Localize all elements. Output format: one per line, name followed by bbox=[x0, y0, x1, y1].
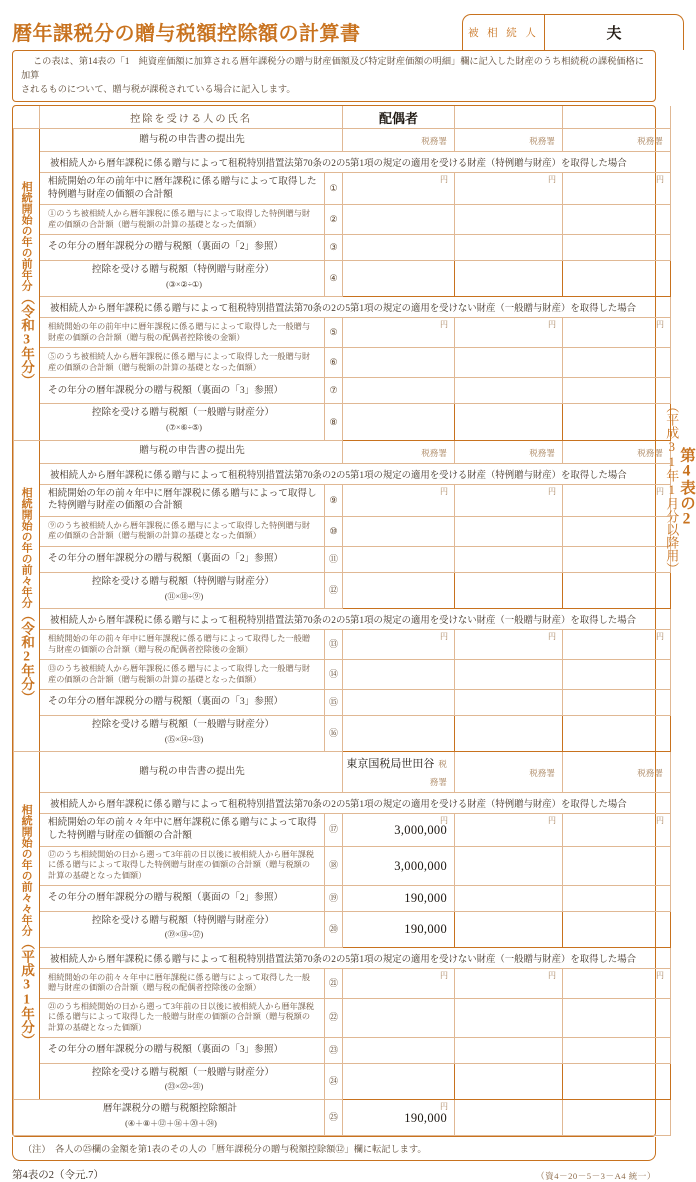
yen-unit-label: 円 bbox=[440, 174, 448, 184]
row-number-marker bbox=[325, 484, 343, 516]
total-row-number-circle: ㉕ bbox=[328, 1112, 338, 1123]
value-cell-col2-⑪[interactable] bbox=[455, 546, 563, 572]
row-number-circle: ⑯ bbox=[328, 728, 338, 739]
row-description bbox=[40, 968, 325, 998]
amount-value: 190,000 bbox=[404, 891, 447, 906]
page-title: 暦年課税分の贈与税額控除額の計算書 bbox=[12, 23, 361, 45]
row-description bbox=[40, 378, 325, 404]
row-number-circle: ㉔ bbox=[328, 1075, 338, 1086]
row-number-circle: ⑮ bbox=[328, 697, 338, 708]
value-cell-col2-⑩[interactable] bbox=[455, 516, 563, 546]
value-cell-col3-①[interactable] bbox=[563, 172, 671, 204]
yen-unit-label: 円 bbox=[548, 486, 556, 496]
table-row bbox=[14, 572, 671, 608]
value-cell-col2-⑬[interactable] bbox=[455, 630, 563, 660]
yen-unit-label: 円 bbox=[440, 816, 448, 826]
total-row-formula: (④＋⑧＋⑫＋⑯＋⑳＋㉔) bbox=[125, 1118, 217, 1128]
table-row bbox=[14, 404, 671, 440]
row-description-text: ⑨のうち被相続人から暦年課税に係る贈与によって取得した特例贈与財産の価額の合計額（贈与税額の計算の基礎となった価額） bbox=[48, 520, 311, 541]
value-cell-col3-⑭[interactable] bbox=[563, 660, 671, 690]
row-number-marker bbox=[325, 911, 343, 947]
row-number-marker bbox=[325, 968, 343, 998]
amount-value: 3,000,000 bbox=[394, 822, 447, 837]
row-number-marker bbox=[325, 630, 343, 660]
instruction-note bbox=[12, 50, 656, 102]
value-cell-col3-⑬[interactable] bbox=[563, 630, 671, 660]
row-description-text: その年分の暦年課税分の贈与税額（裏面の「2」参照） bbox=[48, 553, 284, 565]
value-cell-col2-⑳[interactable] bbox=[455, 911, 563, 947]
block-label-year: （令和3年分） bbox=[19, 291, 35, 388]
row-number-marker bbox=[325, 378, 343, 404]
value-cell-col2-⑮[interactable] bbox=[455, 690, 563, 716]
row-number-circle: ③ bbox=[329, 242, 338, 253]
yen-unit-label: 円 bbox=[548, 320, 556, 330]
row-number-circle: ⑳ bbox=[328, 923, 338, 934]
row-description bbox=[40, 516, 325, 546]
row-number-circle: ⑰ bbox=[328, 824, 338, 835]
tax-office-suffix: 税務署 bbox=[421, 135, 447, 146]
row-number-marker bbox=[325, 235, 343, 261]
row-description bbox=[40, 404, 325, 440]
row-number-circle: ④ bbox=[329, 273, 338, 284]
value-cell-col2-⑰[interactable] bbox=[455, 814, 563, 846]
row-description bbox=[40, 1063, 325, 1099]
row-number-marker bbox=[325, 1063, 343, 1099]
value-cell-col3-㉔[interactable] bbox=[563, 1063, 671, 1099]
tax-office-suffix: 税務署 bbox=[529, 447, 555, 458]
table-row bbox=[14, 378, 671, 404]
value-cell-col1-②[interactable] bbox=[343, 205, 455, 235]
corner-cell bbox=[14, 106, 40, 128]
row-number-marker bbox=[325, 261, 343, 297]
row-number-marker bbox=[325, 846, 343, 885]
table-row bbox=[14, 814, 671, 846]
row-number-marker bbox=[325, 546, 343, 572]
row-number-circle: ㉒ bbox=[328, 1012, 338, 1023]
row-number-marker bbox=[325, 660, 343, 690]
value-cell-col1-④[interactable] bbox=[343, 261, 455, 297]
value-cell-col2-⑫[interactable] bbox=[455, 572, 563, 608]
row-description-text: その年分の暦年課税分の贈与税額（裏面の「3」参照） bbox=[48, 384, 284, 396]
value-cell-col3-㉒[interactable] bbox=[563, 998, 671, 1037]
total-value-col2[interactable] bbox=[455, 1099, 563, 1135]
row-description bbox=[40, 846, 325, 885]
value-cell-col1-⑬[interactable] bbox=[343, 630, 455, 660]
special-gift-heading-row bbox=[14, 463, 671, 484]
row-description-text: 相続開始の年の前年中に暦年課税に係る贈与によって取得した一般贈与財産の価額の合計額（贈与税の配偶者控除後の金額） bbox=[48, 322, 311, 342]
table-row bbox=[14, 716, 671, 752]
tax-office-suffix: 税務署 bbox=[637, 447, 663, 458]
row-formula-text: (⑮×⑭÷⑬) bbox=[164, 734, 204, 744]
value-cell-col2-⑱[interactable] bbox=[455, 846, 563, 885]
value-cell-col1-⑧[interactable] bbox=[343, 404, 455, 440]
value-cell-col3-⑲[interactable] bbox=[563, 885, 671, 911]
value-cell-col1-⑲[interactable] bbox=[343, 885, 455, 911]
total-row-label: 暦年課税分の贈与税額控除額計 bbox=[102, 1102, 238, 1114]
name-row bbox=[14, 106, 671, 128]
block-vertical-label-3 bbox=[14, 752, 40, 1100]
row-description bbox=[40, 348, 325, 378]
block-label-year: （平成31年分） bbox=[19, 936, 35, 1048]
table-row bbox=[14, 630, 671, 660]
value-cell-col1-㉒[interactable] bbox=[343, 998, 455, 1037]
yen-unit-label: 円 bbox=[548, 970, 556, 980]
yen-unit-label: 円 bbox=[440, 320, 448, 330]
total-value-col1[interactable] bbox=[343, 1099, 455, 1135]
row-description bbox=[40, 998, 325, 1037]
total-row bbox=[14, 1099, 671, 1135]
block-label-year: （令和2年分） bbox=[19, 608, 35, 705]
table-row bbox=[14, 546, 671, 572]
table-row bbox=[14, 172, 671, 204]
row-description-text: 相続開始の年の前年中に暦年課税に係る贈与によって取得した特例贈与財産の価額の合計額 bbox=[48, 175, 317, 200]
value-cell-col1-⑪[interactable] bbox=[343, 546, 455, 572]
table-row bbox=[14, 261, 671, 297]
table-row bbox=[14, 1037, 671, 1063]
row-description bbox=[40, 716, 325, 752]
row-description bbox=[40, 484, 325, 516]
row-description-text: ㉑のうち相続開始の日から遡って3年前の日以後に被相続人から暦年課税に係る贈与によって取得した一般贈与財産の価額の合計額（贈与税額の計算の基礎となった価額） bbox=[48, 1001, 315, 1033]
value-cell-col2-⑥[interactable] bbox=[455, 348, 563, 378]
value-cell-col2-㉒[interactable] bbox=[455, 998, 563, 1037]
row-description bbox=[40, 690, 325, 716]
row-description-text: ⑬のうち被相続人から暦年課税に係る贈与によって取得した一般贈与財産の価額の合計額（贈与税額の計算の基礎となった価額） bbox=[48, 663, 311, 684]
value-cell-col3-㉓[interactable] bbox=[563, 1037, 671, 1063]
value-cell-col3-④[interactable] bbox=[563, 261, 671, 297]
value-cell-col1-㉔[interactable] bbox=[343, 1063, 455, 1099]
row-description bbox=[40, 205, 325, 235]
row-number-circle: ⑩ bbox=[329, 525, 338, 536]
row-number-circle: ⑭ bbox=[328, 669, 338, 680]
row-number-circle: ⑤ bbox=[329, 327, 338, 338]
table-row bbox=[14, 235, 671, 261]
instruction-note-line1: この表は、第14表の「1 純資産価額に加算される暦年課税分の贈与財産価額及び特定財産価額の明細」欄に記入した財産のうち相続税の課税価格に加算 bbox=[21, 56, 644, 80]
table-row bbox=[14, 1063, 671, 1099]
tax-office-field-1[interactable] bbox=[343, 752, 455, 793]
amount-value: 190,000 bbox=[404, 1110, 447, 1125]
special-gift-heading: 被相続人から暦年課税に係る贈与によって租税特別措置法第70条の2の5第1項の規定の適用を受ける財産（特例贈与財産）を取得した場合 bbox=[40, 151, 671, 172]
submit-destination-row bbox=[14, 440, 671, 463]
value-cell-col3-⑳[interactable] bbox=[563, 911, 671, 947]
value-cell-col3-②[interactable] bbox=[563, 205, 671, 235]
value-cell-col1-⑳[interactable] bbox=[343, 911, 455, 947]
table-row bbox=[14, 348, 671, 378]
special-gift-heading-row bbox=[14, 151, 671, 172]
tax-office-suffix: 税務署 bbox=[529, 135, 555, 146]
table-row bbox=[14, 660, 671, 690]
special-gift-heading-row bbox=[14, 793, 671, 814]
name-row-label: 控除を受ける人の氏名 bbox=[40, 106, 343, 128]
value-cell-col3-⑪[interactable] bbox=[563, 546, 671, 572]
value-cell-col3-⑤[interactable] bbox=[563, 318, 671, 348]
value-cell-col2-⑨[interactable] bbox=[455, 484, 563, 516]
value-cell-col3-⑮[interactable] bbox=[563, 690, 671, 716]
row-description bbox=[40, 1037, 325, 1063]
tax-office-field-2[interactable] bbox=[455, 440, 563, 463]
value-cell-col3-⑫[interactable] bbox=[563, 572, 671, 608]
value-cell-col3-⑦[interactable] bbox=[563, 378, 671, 404]
yen-unit-label: 円 bbox=[440, 970, 448, 980]
value-cell-col3-⑱[interactable] bbox=[563, 846, 671, 885]
yen-unit-label: 円 bbox=[656, 970, 664, 980]
tax-office-suffix: 税務署 bbox=[429, 759, 447, 788]
submit-destination-label: 贈与税の申告書の提出先 bbox=[40, 752, 343, 793]
yen-unit-label: 円 bbox=[440, 486, 448, 496]
row-number-marker bbox=[325, 404, 343, 440]
row-number-marker bbox=[325, 716, 343, 752]
person-name-field-2[interactable] bbox=[455, 106, 563, 128]
calculation-table-wrap bbox=[12, 105, 664, 1137]
form-number-main: 第4表の2 bbox=[678, 446, 695, 528]
row-description bbox=[40, 630, 325, 660]
value-cell-col2-⑧[interactable] bbox=[455, 404, 563, 440]
value-cell-col3-③[interactable] bbox=[563, 235, 671, 261]
row-description bbox=[40, 660, 325, 690]
row-description-text: 相続開始の年の前々年中に暦年課税に係る贈与によって取得した一般贈与財産の価額の合計額（贈与税の配偶者控除後の金額） bbox=[48, 633, 311, 654]
value-cell-col2-②[interactable] bbox=[455, 205, 563, 235]
row-description-text: 控除を受ける贈与税額（特例贈与財産分） bbox=[91, 575, 275, 587]
value-cell-col1-⑦[interactable] bbox=[343, 378, 455, 404]
form-code-label: （資4－20－5－3－A4 統一） bbox=[536, 1171, 656, 1182]
yen-unit-label: 円 bbox=[548, 816, 556, 826]
value-cell-col2-③[interactable] bbox=[455, 235, 563, 261]
row-description-text: 控除を受ける贈与税額（特例贈与財産分） bbox=[91, 264, 275, 276]
table-row bbox=[14, 911, 671, 947]
row-description bbox=[40, 546, 325, 572]
row-number-circle: ② bbox=[329, 214, 338, 225]
general-gift-heading-row bbox=[14, 947, 671, 968]
submit-destination-row bbox=[14, 752, 671, 793]
row-number-marker bbox=[325, 172, 343, 204]
total-row-description bbox=[14, 1099, 325, 1135]
yen-unit-label: 円 bbox=[656, 632, 664, 642]
row-number-marker bbox=[325, 572, 343, 608]
row-description-text: その年分の暦年課税分の贈与税額（裏面の「3」参照） bbox=[48, 1043, 284, 1055]
tax-office-field-3[interactable] bbox=[563, 128, 671, 151]
value-cell-col3-⑰[interactable] bbox=[563, 814, 671, 846]
row-number-marker bbox=[325, 814, 343, 846]
value-cell-col3-⑧[interactable] bbox=[563, 404, 671, 440]
row-number-circle: ⑨ bbox=[329, 494, 338, 505]
value-cell-col2-⑦[interactable] bbox=[455, 378, 563, 404]
row-description bbox=[40, 261, 325, 297]
tax-office-field-2[interactable] bbox=[455, 128, 563, 151]
block-vertical-label-1 bbox=[14, 128, 40, 440]
table-row bbox=[14, 516, 671, 546]
table-row bbox=[14, 846, 671, 885]
row-number-circle: ⑧ bbox=[329, 416, 338, 427]
total-row-number-marker bbox=[325, 1099, 343, 1135]
row-description-text: 控除を受ける贈与税額（特例贈与財産分） bbox=[91, 914, 275, 926]
decedent-box bbox=[462, 14, 684, 50]
block-label-main: 相続開始の年の前々々年分 bbox=[20, 804, 33, 937]
row-number-marker bbox=[325, 205, 343, 235]
value-cell-col1-⑯[interactable] bbox=[343, 716, 455, 752]
calculation-table bbox=[13, 106, 671, 1136]
yen-unit-label: 円 bbox=[656, 486, 664, 496]
table-row bbox=[14, 484, 671, 516]
tax-office-suffix: 税務署 bbox=[421, 447, 447, 458]
total-value-col3[interactable] bbox=[563, 1099, 671, 1135]
row-description-text: ①のうち被相続人から暦年課税に係る贈与によって取得した特例贈与財産の価額の合計額（贈与税額の計算の基礎となった価額） bbox=[48, 209, 311, 229]
value-cell-col1-⑱[interactable] bbox=[343, 846, 455, 885]
decedent-name-field[interactable]: 夫 bbox=[606, 26, 622, 42]
row-description bbox=[40, 911, 325, 947]
value-cell-col2-⑯[interactable] bbox=[455, 716, 563, 752]
submit-destination-label: 贈与税の申告書の提出先 bbox=[40, 128, 343, 151]
row-number-marker bbox=[325, 318, 343, 348]
form-id-label: 第4表の2（令元.7） bbox=[12, 1170, 104, 1182]
special-gift-heading: 被相続人から暦年課税に係る贈与によって租税特別措置法第70条の2の5第1項の規定の適用を受ける財産（特例贈与財産）を取得した場合 bbox=[40, 793, 671, 814]
row-number-circle: ⑥ bbox=[329, 357, 338, 368]
form-number-sub: （平成31年1月分以降用） bbox=[664, 399, 680, 575]
tax-office-field-3[interactable] bbox=[563, 440, 671, 463]
row-number-marker bbox=[325, 998, 343, 1037]
row-number-marker bbox=[325, 516, 343, 546]
value-cell-col1-⑤[interactable] bbox=[343, 318, 455, 348]
form-header bbox=[4, 6, 692, 50]
yen-unit-label: 円 bbox=[656, 320, 664, 330]
yen-unit-label: 円 bbox=[440, 1101, 448, 1111]
yen-unit-label: 円 bbox=[440, 632, 448, 642]
general-gift-heading: 被相続人から暦年課税に係る贈与によって租税特別措置法第70条の2の5第1項の規定の適用を受けない財産（一般贈与財産）を取得した場合 bbox=[40, 947, 671, 968]
row-number-circle: ⑫ bbox=[328, 585, 338, 596]
row-formula-text: (③×②÷①) bbox=[166, 279, 202, 289]
value-cell-col2-㉑[interactable] bbox=[455, 968, 563, 998]
row-formula-text: (㉓×㉒÷㉑) bbox=[164, 1082, 204, 1092]
row-number-circle: ⑱ bbox=[328, 860, 338, 871]
value-cell-col2-⑭[interactable] bbox=[455, 660, 563, 690]
value-cell-col2-⑲[interactable] bbox=[455, 885, 563, 911]
row-description-text: その年分の暦年課税分の贈与税額（裏面の「2」参照） bbox=[48, 241, 284, 253]
table-row bbox=[14, 318, 671, 348]
row-number-circle: ㉓ bbox=[328, 1044, 338, 1055]
block-label-main: 相続開始の年の前々年分 bbox=[20, 487, 33, 609]
row-description-text: その年分の暦年課税分の贈与税額（裏面の「3」参照） bbox=[48, 696, 284, 708]
row-number-circle: ① bbox=[329, 183, 338, 194]
value-cell-col2-㉓[interactable] bbox=[455, 1037, 563, 1063]
row-number-circle: ⑬ bbox=[328, 639, 338, 650]
row-description bbox=[40, 172, 325, 204]
decedent-label: 被 相 続 人 bbox=[463, 15, 545, 50]
row-description bbox=[40, 814, 325, 846]
tax-office-name: 東京国税局世田谷 bbox=[346, 758, 435, 771]
tax-office-suffix: 税務署 bbox=[637, 135, 663, 146]
tax-office-suffix: 税務署 bbox=[637, 768, 663, 779]
value-cell-col1-⑫[interactable] bbox=[343, 572, 455, 608]
table-row bbox=[14, 690, 671, 716]
row-number-marker bbox=[325, 348, 343, 378]
submit-destination-label: 贈与税の申告書の提出先 bbox=[40, 440, 343, 463]
tax-office-field-2[interactable] bbox=[455, 752, 563, 793]
block-vertical-label-2 bbox=[14, 440, 40, 752]
row-formula-text: (⑲×⑱÷⑰) bbox=[164, 930, 204, 940]
general-gift-heading-row bbox=[14, 609, 671, 630]
general-gift-heading: 被相続人から暦年課税に係る贈与によって租税特別措置法第70条の2の5第1項の規定の適用を受けない財産（一般贈与財産）を取得した場合 bbox=[40, 609, 671, 630]
value-cell-col3-⑨[interactable] bbox=[563, 484, 671, 516]
row-description-text: 控除を受ける贈与税額（一般贈与財産分） bbox=[91, 719, 275, 731]
person-name-field-1[interactable]: 配偶者 bbox=[343, 106, 455, 128]
row-description-text: 相続開始の年の前々々年中に暦年課税に係る贈与によって取得した特例贈与財産の価額の合計額 bbox=[48, 817, 317, 841]
value-cell-col3-⑯[interactable] bbox=[563, 716, 671, 752]
row-number-marker bbox=[325, 1037, 343, 1063]
yen-unit-label: 円 bbox=[656, 816, 664, 826]
row-description-text: 控除を受ける贈与税額（一般贈与財産分） bbox=[91, 407, 275, 419]
row-number-circle: ⑦ bbox=[329, 385, 338, 396]
value-cell-col1-⑥[interactable] bbox=[343, 348, 455, 378]
general-gift-heading-row bbox=[14, 297, 671, 318]
form-footer bbox=[12, 1167, 656, 1182]
row-number-circle: ⑲ bbox=[328, 892, 338, 903]
value-cell-col2-①[interactable] bbox=[455, 172, 563, 204]
row-description-text: 相続開始の年の前々々年中に暦年課税に係る贈与によって取得した一般贈与財産の価額の合計額（贈与税の配偶者控除後の金額） bbox=[48, 972, 311, 993]
amount-value: 3,000,000 bbox=[394, 858, 447, 873]
row-formula-text: (⑦×⑥÷⑤) bbox=[166, 423, 202, 433]
row-formula-text: (⑪×⑩÷⑨) bbox=[164, 591, 204, 601]
row-description-text: ⑤のうち被相続人から暦年課税に係る贈与によって取得した一般贈与財産の価額の合計額（贈与税額の計算の基礎となった価額） bbox=[48, 352, 311, 372]
row-description-text: 相続開始の年の前々年中に暦年課税に係る贈与によって取得した特例贈与財産の価額の合計額 bbox=[48, 487, 317, 512]
person-name-field-3[interactable] bbox=[563, 106, 671, 128]
general-gift-heading: 被相続人から暦年課税に係る贈与によって租税特別措置法第70条の2の5第1項の規定の適用を受けない財産（一般贈与財産）を取得した場合 bbox=[40, 297, 671, 318]
row-description-text: その年分の暦年課税分の贈与税額（裏面の「2」参照） bbox=[48, 891, 284, 903]
table-row bbox=[14, 998, 671, 1037]
value-cell-col3-㉑[interactable] bbox=[563, 968, 671, 998]
row-description bbox=[40, 318, 325, 348]
value-cell-col2-㉔[interactable] bbox=[455, 1063, 563, 1099]
transfer-note: （注） 各人の㉕欄の金額を第1表のその人の「暦年課税分の贈与税額控除額⑫」欄に転記します。 bbox=[12, 1137, 656, 1161]
value-cell-col1-⑩[interactable] bbox=[343, 516, 455, 546]
table-row bbox=[14, 968, 671, 998]
yen-unit-label: 円 bbox=[548, 632, 556, 642]
row-description bbox=[40, 235, 325, 261]
row-number-marker bbox=[325, 690, 343, 716]
value-cell-col2-⑤[interactable] bbox=[455, 318, 563, 348]
value-cell-col1-㉑[interactable] bbox=[343, 968, 455, 998]
yen-unit-label: 円 bbox=[656, 174, 664, 184]
value-cell-col1-⑰[interactable] bbox=[343, 814, 455, 846]
value-cell-col1-⑨[interactable] bbox=[343, 484, 455, 516]
row-description bbox=[40, 885, 325, 911]
value-cell-col3-⑩[interactable] bbox=[563, 516, 671, 546]
tax-office-field-3[interactable] bbox=[563, 752, 671, 793]
value-cell-col1-⑭[interactable] bbox=[343, 660, 455, 690]
tax-office-suffix: 税務署 bbox=[529, 768, 555, 779]
amount-value: 190,000 bbox=[404, 922, 447, 937]
row-number-circle: ㉑ bbox=[328, 977, 338, 988]
block-label-main: 相続開始の年の前年分 bbox=[20, 181, 33, 292]
row-description bbox=[40, 572, 325, 608]
row-number-marker bbox=[325, 885, 343, 911]
table-row bbox=[14, 205, 671, 235]
submit-destination-row bbox=[14, 128, 671, 151]
tax-office-field-1[interactable] bbox=[343, 128, 455, 151]
yen-unit-label: 円 bbox=[548, 174, 556, 184]
row-number-circle: ⑪ bbox=[328, 553, 338, 564]
value-cell-col2-④[interactable] bbox=[455, 261, 563, 297]
instruction-note-line2: されるものについて、贈与税が課税されている場合に記入します。 bbox=[21, 83, 296, 94]
tax-office-field-1[interactable] bbox=[343, 440, 455, 463]
value-cell-col3-⑥[interactable] bbox=[563, 348, 671, 378]
row-description-text: ⑰のうち相続開始の日から遡って3年前の日以後に被相続人から暦年課税に係る贈与によって取得した特例贈与財産の価額の合計額（贈与税額の計算の基礎となった価額） bbox=[48, 849, 315, 880]
value-cell-col1-⑮[interactable] bbox=[343, 690, 455, 716]
value-cell-col1-①[interactable] bbox=[343, 172, 455, 204]
row-description-text: 控除を受ける贈与税額（一般贈与財産分） bbox=[91, 1066, 275, 1078]
special-gift-heading: 被相続人から暦年課税に係る贈与によって租税特別措置法第70条の2の5第1項の規定の適用を受ける財産（特例贈与財産）を取得した場合 bbox=[40, 463, 671, 484]
value-cell-col1-③[interactable] bbox=[343, 235, 455, 261]
value-cell-col1-㉓[interactable] bbox=[343, 1037, 455, 1063]
table-row bbox=[14, 885, 671, 911]
